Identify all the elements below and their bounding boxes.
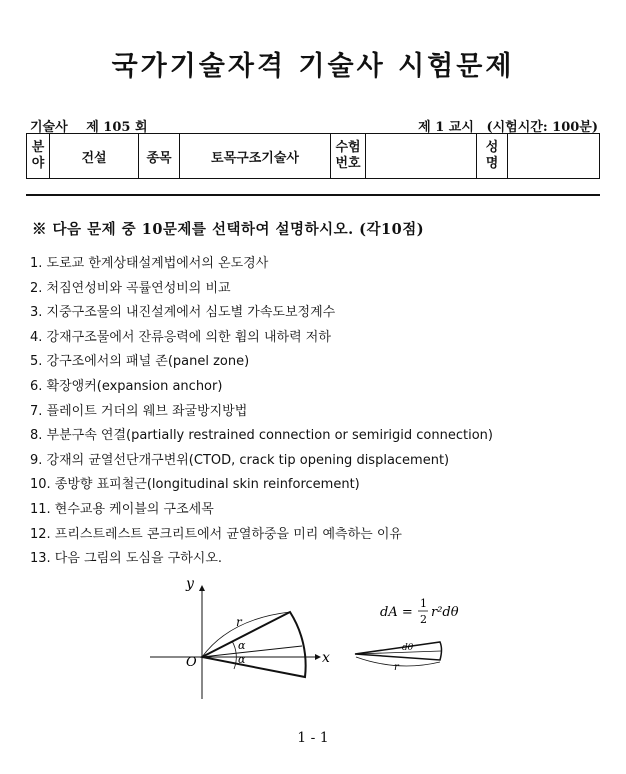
question-item: 10. 종방향 표피철근(longitudinal skin reinforcement): [30, 477, 360, 493]
type-value: 토목구조기술사: [180, 134, 331, 179]
formula-denominator: 2: [420, 613, 427, 626]
divider: [26, 194, 600, 196]
angle-label-lower: α: [238, 653, 246, 666]
question-item: 13. 다음 그림의 도심을 구하시오.: [30, 551, 223, 567]
thin-sector: [355, 642, 442, 660]
exam-category: 기술사: [30, 120, 68, 135]
name-label: 성 명: [477, 134, 508, 179]
question-item: 1. 도로교 한계상태설계법에서의 온도경사: [30, 256, 269, 271]
question-item: 8. 부분구속 연결(partially restrained connection or semirigid connection): [30, 428, 493, 444]
exam-no-field[interactable]: [366, 134, 477, 179]
sector-shape: [202, 612, 306, 677]
question-list: [30, 252, 493, 572]
question-item: 9. 강재의 균열선단개구변위(CTOD, crack tip opening displacement): [30, 452, 450, 468]
question-item: 6. 확장앵커(expansion anchor): [30, 378, 223, 394]
exam-time: (시험시간: 100분): [486, 120, 598, 135]
question-item: 12. 프리스트레스트 콘크리트에서 균열하중을 미리 예측하는 이유: [30, 526, 402, 542]
exam-session: 제 1 교시: [418, 120, 474, 135]
angle-label-upper: α: [238, 639, 246, 652]
bisector-line: [202, 646, 302, 657]
instruction: ※ 다음 문제 중 10문제를 선택하여 설명하시오. (각10점): [32, 221, 425, 238]
exam-no-label: 수험 번호: [331, 134, 366, 179]
page-title: 국가기술자격 기술사 시험문제: [111, 51, 515, 82]
question-item: 5. 강구조에서의 패널 존(panel zone): [30, 354, 250, 370]
question-item: 2. 처짐연성비와 곡률연성비의 비교: [30, 280, 231, 296]
y-axis-label: y: [186, 576, 194, 592]
page-number: 1 - 1: [297, 730, 329, 746]
formula-rhs: r²dθ: [431, 605, 459, 620]
question-item: 7. 플레이트 거더의 웨브 좌굴방지방법: [30, 403, 248, 419]
x-axis-label: x: [322, 650, 330, 666]
exam-round: 제 105 회: [86, 120, 148, 135]
formula-numerator: 1: [420, 597, 427, 610]
question-item: 11. 현수교용 케이블의 구조세목: [30, 501, 214, 517]
radius-label-2: r: [394, 662, 399, 673]
name-field[interactable]: [508, 134, 600, 179]
formula-lhs: dA =: [380, 605, 413, 620]
field-label: 분 야: [27, 134, 50, 179]
origin-label: O: [186, 655, 197, 670]
info-table: [26, 133, 600, 179]
field-value: 건설: [50, 134, 139, 179]
type-label: 종목: [139, 134, 180, 179]
question-item: 3. 지중구조물의 내진설계에서 심도별 가속도보정계수: [30, 305, 336, 321]
sector-figure: [150, 574, 490, 704]
angle-arc: [232, 641, 236, 669]
radius-label: r: [236, 615, 242, 629]
dtheta-label: dθ: [402, 643, 414, 653]
question-item: 4. 강재구조물에서 잔류응력에 의한 휨의 내하력 저하: [30, 329, 331, 345]
